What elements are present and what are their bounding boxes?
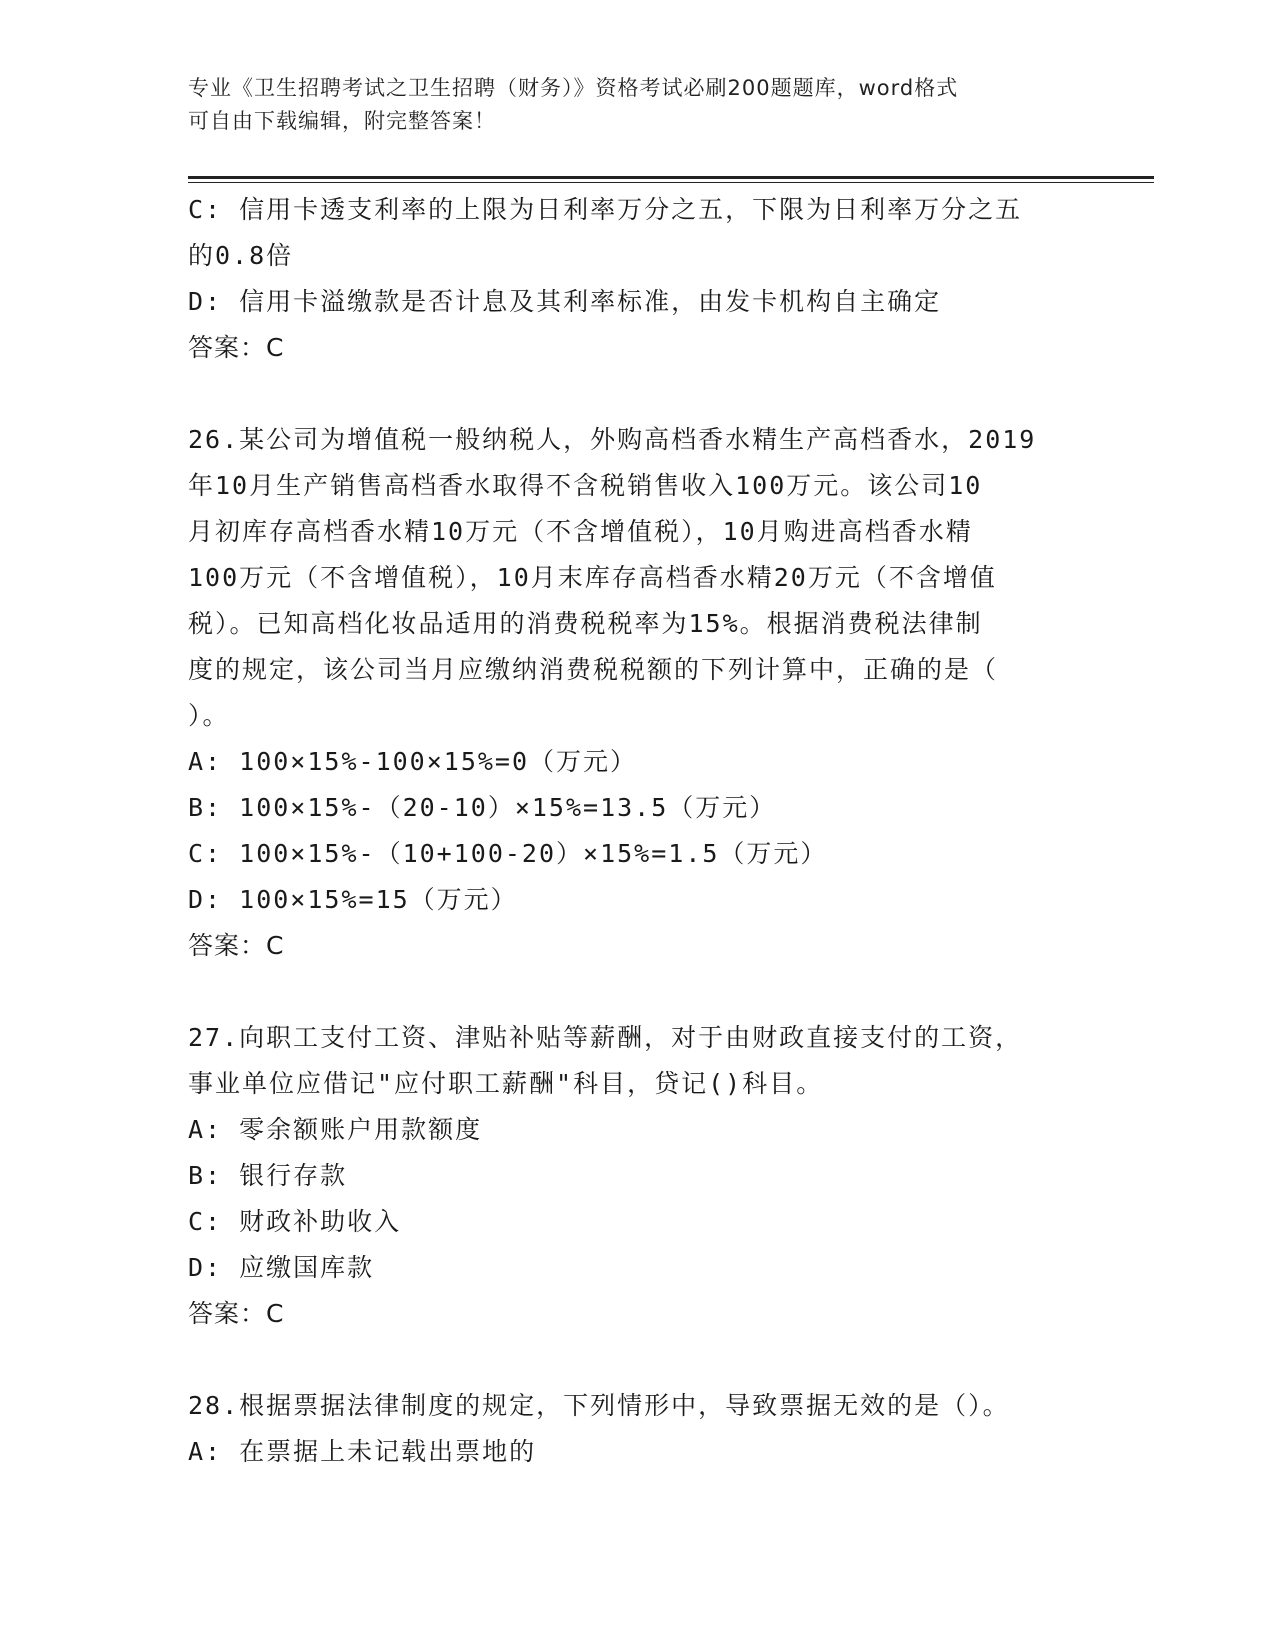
question-stem: 年10月生产销售高档香水取得不含税销售收入100万元。该公司10 [188,471,983,500]
document-header [188,72,1088,138]
question-stem: 度的规定，该公司当月应缴纳消费税税额的下列计算中，正确的是（ [188,655,999,684]
question-stem: 事业单位应借记"应付职工薪酬"科目，贷记()科目。 [188,1069,824,1098]
option-a: A: 在票据上未记载出票地的 [188,1437,537,1466]
spacer [188,1337,1088,1383]
spacer [188,371,1088,417]
question-stem: 27.向职工支付工资、津贴补贴等薪酬，对于由财政直接支付的工资， [188,1023,1023,1052]
spacer [188,969,1088,1015]
option-a: A: 100×15%-100×15%=0（万元） [188,747,638,776]
question-block-25 [188,187,1088,371]
question-stem: 税）。已知高档化妆品适用的消费税税率为15%。根据消费税法律制 [188,609,983,638]
option-d: D: 信用卡溢缴款是否计息及其利率标准，由发卡机构自主确定 [188,287,942,316]
document-body [188,187,1088,1475]
question-block-28 [188,1383,1088,1475]
option-b: B: 银行存款 [188,1161,348,1190]
question-stem: 26.某公司为增值税一般纳税人，外购高档香水精生产高档香水，2019 [188,425,1037,454]
option-a: A: 零余额账户用款额度 [188,1115,483,1144]
header-line-1: 专业《卫生招聘考试之卫生招聘（财务）》资格考试必刷200题题库，word格式 [188,76,959,100]
question-stem: 28.根据票据法律制度的规定，下列情形中，导致票据无效的是（）。 [188,1391,1010,1420]
option-d: D: 100×15%=15（万元） [188,885,518,914]
question-block-26 [188,417,1088,969]
option-c: C: 财政补助收入 [188,1207,402,1236]
question-stem: ）。 [188,701,230,730]
header-divider-thin [188,182,1154,183]
option-c: C: 信用卡透支利率的上限为日利率万分之五，下限为日利率万分之五 [188,195,1023,224]
answer: 答案：C [188,333,285,362]
question-block-27 [188,1015,1088,1337]
header-divider-thick [188,176,1154,179]
option-c: C: 100×15%-（10+100-20）×15%=1.5（万元） [188,839,828,868]
answer: 答案：C [188,1299,285,1328]
answer: 答案：C [188,931,285,960]
option-c-continued: 的0.8倍 [188,241,294,270]
question-stem: 月初库存高档香水精10万元（不含增值税），10月购进高档香水精 [188,517,973,546]
question-stem: 100万元（不含增值税），10月末库存高档香水精20万元（不含增值 [188,563,997,592]
option-b: B: 100×15%-（20-10）×15%=13.5（万元） [188,793,777,822]
header-line-2: 可自由下载编辑，附完整答案！ [188,109,496,133]
option-d: D: 应缴国库款 [188,1253,375,1282]
